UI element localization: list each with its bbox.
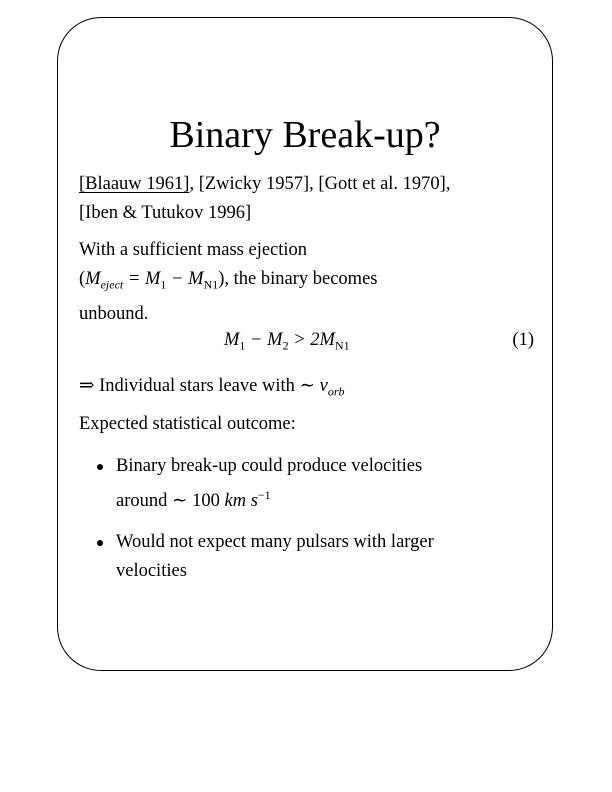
mass-ejection-paragraph [79,236,534,329]
equation-number: (1) [512,330,534,350]
equation-body [224,326,350,361]
m-eject: M [85,269,101,289]
velocity-unit: km s [224,491,258,512]
v-orb: v [319,376,328,396]
references [79,170,534,228]
individual-stars-line [79,372,534,407]
paragraph-line-3: unbound. [79,303,149,324]
paragraph-after: ), the binary becomes [218,269,378,289]
eq-gt: > 2M [288,330,335,350]
bullet-1-line-1: Binary break-up could produce velocities [116,456,423,476]
eq-part: = M [123,269,161,289]
bullet-icon [97,464,103,470]
sub-n1: N1 [203,277,219,292]
eq-sub2: 2 [282,338,289,353]
arrow-line-prefix: ⇒ Individual stars leave with ∼ [79,376,320,396]
list-item [94,452,534,516]
eq-minus: − M [245,330,283,350]
eq-sub1: 1 [239,338,246,353]
reference-iben-tutukov: [Iben & Tutukov 1996] [79,203,252,223]
bullet-1-line-2-prefix: around ∼ 100 [116,491,225,512]
paragraph-open: ( [79,269,86,289]
bullet-2-line-2: velocities [116,561,187,582]
eject-subscript: eject [100,277,124,292]
slide-title: Binary Break-up? [169,114,441,156]
outcome-bullet-list [94,452,534,598]
references-rest: , [Zwicky 1957], [Gott et al. 1970], [189,174,451,194]
eq-subn1: N1 [334,338,350,353]
list-item [94,528,534,586]
bullet-icon [97,540,103,546]
unit-exponent: −1 [257,488,271,502]
eq-m1: M [224,330,240,350]
reference-link-blaauw[interactable]: [Blaauw 1961] [79,174,190,194]
minus-part: − M [166,269,204,289]
outcome-label: Expected statistical outcome: [79,414,296,434]
paragraph-line-1: With a sufficient mass ejection [79,240,308,260]
orb-subscript: orb [327,384,345,399]
bullet-2-line-1: Would not expect many pulsars with larger [116,532,434,553]
sub-1: 1 [160,277,167,292]
